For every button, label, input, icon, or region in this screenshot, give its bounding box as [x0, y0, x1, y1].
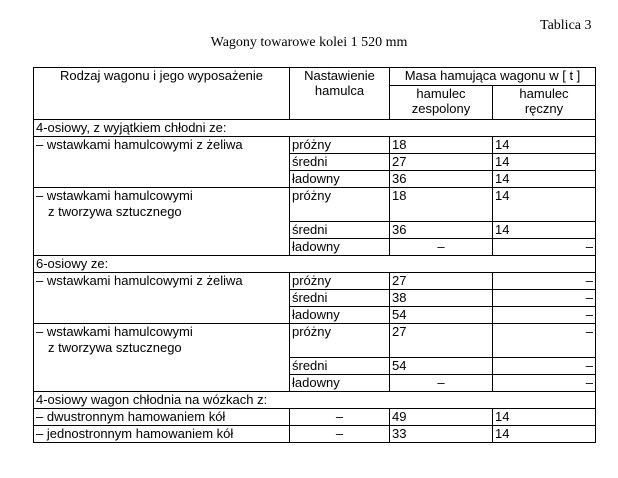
row-label: – jednostronnym hamowaniem kół	[34, 426, 290, 443]
brake-setting-cell: średni	[290, 358, 390, 375]
hand-value-cell: –	[493, 273, 596, 290]
combined-value-cell: 33	[390, 426, 493, 443]
section-title: 4-osiowy wagon chłodnia na wózkach z:	[34, 392, 596, 409]
combined-value-cell: 27	[390, 324, 493, 358]
brake-setting-cell: średni	[290, 290, 390, 307]
brake-setting-cell: średni	[290, 222, 390, 239]
header-brake-mass-group: Masa hamująca wagonu w [ t ]	[390, 68, 596, 86]
hand-value-cell: –	[493, 290, 596, 307]
hand-value-cell: 14	[493, 426, 596, 443]
hand-value-cell: –	[493, 358, 596, 375]
hand-value-cell: 14	[493, 188, 596, 222]
brake-mass-table	[33, 67, 596, 443]
combined-value-cell: 18	[390, 188, 493, 222]
combined-value-cell: 36	[390, 171, 493, 188]
combined-value-cell: 54	[390, 358, 493, 375]
brake-setting-cell: próżny	[290, 324, 390, 358]
header-combined-brake: hamulec zespolony	[390, 86, 493, 120]
brake-setting-cell: –	[290, 409, 390, 426]
header-hand-brake: hamulec ręczny	[493, 86, 596, 120]
combined-value-cell: 49	[390, 409, 493, 426]
hand-value-cell: 14	[493, 222, 596, 239]
section-title: 4-osiowy, z wyjątkiem chłodni ze:	[34, 120, 596, 137]
combined-value-cell: –	[390, 239, 493, 256]
table-number: Tablica 3	[540, 18, 592, 33]
hand-value-cell: 14	[493, 137, 596, 154]
brake-setting-cell: –	[290, 426, 390, 443]
row-label: – wstawkami hamulcowymi z żeliwa	[34, 273, 290, 324]
brake-setting-cell: ładowny	[290, 307, 390, 324]
combined-value-cell: 27	[390, 154, 493, 171]
row-label: – wstawkami hamulcowymi z tworzywa sztucznego	[34, 188, 290, 256]
brake-setting-cell: średni	[290, 154, 390, 171]
row-label: – wstawkami hamulcowymi z tworzywa sztucznego	[34, 324, 290, 392]
hand-value-cell: –	[493, 307, 596, 324]
combined-value-cell: 18	[390, 137, 493, 154]
combined-value-cell: 54	[390, 307, 493, 324]
header-brake-setting: Nastawienie hamulca	[290, 68, 390, 120]
combined-value-cell: 38	[390, 290, 493, 307]
header-wagon-type: Rodzaj wagonu i jego wyposażenie	[34, 68, 290, 120]
combined-value-cell: –	[390, 375, 493, 392]
hand-value-cell: 14	[493, 409, 596, 426]
row-label: – wstawkami hamulcowymi z żeliwa	[34, 137, 290, 188]
hand-value-cell: –	[493, 324, 596, 358]
brake-setting-cell: ładowny	[290, 171, 390, 188]
hand-value-cell: 14	[493, 171, 596, 188]
combined-value-cell: 27	[390, 273, 493, 290]
hand-value-cell: –	[493, 375, 596, 392]
brake-setting-cell: próżny	[290, 137, 390, 154]
combined-value-cell: 36	[390, 222, 493, 239]
hand-value-cell: 14	[493, 154, 596, 171]
brake-setting-cell: próżny	[290, 188, 390, 222]
row-label: – dwustronnym hamowaniem kół	[34, 409, 290, 426]
brake-setting-cell: ładowny	[290, 375, 390, 392]
section-title: 6-osiowy ze:	[34, 256, 596, 273]
hand-value-cell: –	[493, 239, 596, 256]
brake-setting-cell: próżny	[290, 273, 390, 290]
brake-setting-cell: ładowny	[290, 239, 390, 256]
table-caption: Wagony towarowe kolei 1 520 mm	[210, 35, 408, 50]
